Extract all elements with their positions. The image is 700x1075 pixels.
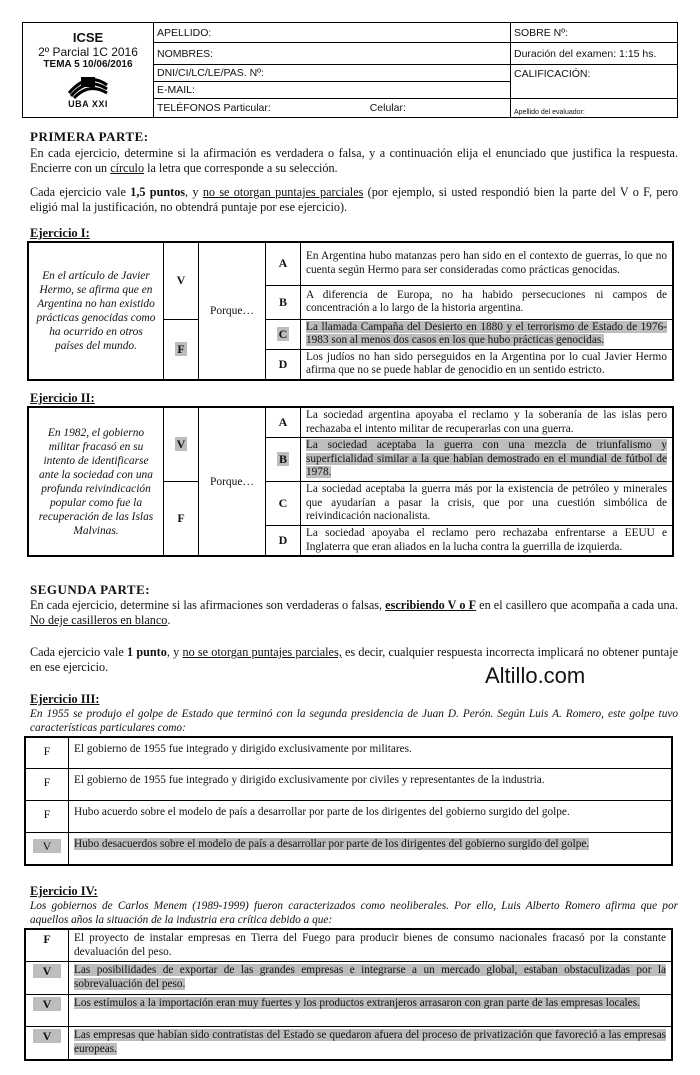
primera-parte-title: PRIMERA PARTE: xyxy=(30,129,149,144)
ejercicio-4-statement-4: Las empresas que habían sido contratistas del Estado se quedaron afuera del proceso de privatización que favoreció a las empresas europeas. xyxy=(69,1027,673,1060)
ejercicio-2-letter-d[interactable]: D xyxy=(266,526,301,557)
ejercicio-1-f-option[interactable] xyxy=(164,319,199,380)
ejercicio-1-letter-b[interactable]: B xyxy=(266,285,301,319)
sobre-field[interactable]: SOBRE Nº: xyxy=(511,23,678,43)
exam-logo-block xyxy=(23,23,154,118)
ejercicio-1-option-c: La llamada Campaña del Desierto en 1880 y el terrorismo de Estado de 1976-1983 son al menos dos casos en los que hubo prácticas genocidas. xyxy=(301,319,674,349)
segunda-parte-scoring: Cada ejercicio vale 1 punto, y no se otorgan puntajes parciales, es decir, cualquier respuesta incorrecta implicará no obtener puntaje en ese ejercicio. xyxy=(30,645,678,674)
ejercicio-2-letter-c[interactable]: C xyxy=(266,482,301,526)
ejercicio-1-option-d: Los judíos no han sido perseguidos en la Argentina por lo cual Javier Hermo afirma que no se puede hablar de genocidio en un sentido estricto. xyxy=(301,349,674,380)
ejercicio-3-answer-4[interactable]: V xyxy=(25,832,69,865)
calificacion-field[interactable]: CALIFICACIÓN: xyxy=(511,65,678,99)
ejercicio-4-statement-1: El proyecto de instalar empresas en Tierra del Fuego para producir bienes de consumo nacionales fracasó por la constante devaluación del peso. xyxy=(69,929,673,962)
ejercicio-4-answer-4[interactable]: V xyxy=(25,1027,69,1060)
telefonos-field[interactable] xyxy=(154,99,511,118)
ejercicio-2-option-b: La sociedad aceptaba la guerra con una mezcla de triunfalismo y superficialidad similar a la que habían demostrado en el mundial de fútbol de 1978. xyxy=(301,438,674,482)
ejercicio-3-answer-1[interactable]: F xyxy=(25,737,69,768)
email-field[interactable]: E-MAIL: xyxy=(154,82,511,99)
ejercicio-2-option-a: La sociedad argentina apoyaba el reclamo y la soberanía de las islas pero rechazaba el intento militar de recuperarlas con una guerra. xyxy=(301,407,674,438)
ejercicio-2-v-option[interactable] xyxy=(164,407,199,482)
exam-header xyxy=(22,22,678,118)
ejercicio-2-porque: Porque… xyxy=(199,407,266,556)
dni-field[interactable]: DNI/CI/LC/LE/PAS. Nº: xyxy=(154,65,511,82)
segunda-parte-title: SEGUNDA PARTE: xyxy=(30,582,151,597)
ejercicio-4-statement-3: Los estímulos a la importación eran muy fuertes y los productos extranjeros arrasaron con gran parte de las empresas locales. xyxy=(69,995,673,1027)
ejercicio-2-table xyxy=(27,406,674,557)
ejercicio-4-answer-2[interactable]: V xyxy=(25,962,69,995)
uba-logo-icon xyxy=(63,73,113,99)
tema-date: TEMA 5 10/06/2016 xyxy=(43,59,133,71)
ejercicio-2-option-d: La sociedad apoyaba el reclamo pero rechazaba enfrentarse a EEUU e Inglaterra que eran aliados en la lucha contra la guerrilla de izquierda. xyxy=(301,526,674,557)
ejercicio-1-option-a: En Argentina hubo matanzas pero han sido en el contexto de guerras, lo que no cuenta según Hermo para ser consideradas como prácticas genocidas. xyxy=(301,242,674,285)
ejercicio-3-statement-3: Hubo acuerdo sobre el modelo de país a desarrollar por parte de los dirigentes del gobierno surgido del golpe. xyxy=(69,800,673,832)
ejercicio-2-f-option[interactable]: F xyxy=(164,482,199,557)
ejercicio-1-f-selected: F xyxy=(177,341,185,356)
ejercicio-3-table xyxy=(24,736,673,866)
ejercicio-4-answer-3[interactable]: V xyxy=(25,995,69,1027)
ejercicio-1-letter-d[interactable]: D xyxy=(266,349,301,380)
telefono-particular-label: TELÉFONOS Particular: xyxy=(157,102,271,114)
ejercicio-3-statement-4: Hubo desacuerdos sobre el modelo de país a desarrollar por parte de los dirigentes del gobierno surgido del golpe. xyxy=(69,832,673,865)
logo-text: UBA XXI xyxy=(68,98,108,109)
celular-label: Celular: xyxy=(369,102,406,114)
ejercicio-1-letter-a[interactable]: A xyxy=(266,242,301,285)
evaluador-field[interactable]: Apellido del evaluador: xyxy=(511,99,678,118)
primera-parte-instructions: En cada ejercicio, determine si la afirmación es verdadera o falsa, y a continuación elija el enunciado que justifica la respuesta. Encierre con un círculo la letra que corresponde a su selección. xyxy=(30,146,678,175)
apellido-field[interactable]: APELLIDO: xyxy=(154,23,511,43)
ejercicio-2-title: Ejercicio II: xyxy=(30,391,95,405)
ejercicio-2-option-c: La sociedad aceptaba la guerra más por la existencia de petróleo y minerales que ayudarían a pasar la crisis, que por una cuestión simbólica de reivindicación nacionalista. xyxy=(301,482,674,526)
ejercicio-3-statement-1: El gobierno de 1955 fue integrado y dirigido exclusivamente por militares. xyxy=(69,737,673,768)
segunda-parte-instructions: En cada ejercicio, determine si las afirmaciones son verdaderas o falsas, escribiendo V o F en el casillero que acompaña a cada una. No deje casilleros en blanco. xyxy=(30,598,678,627)
ejercicio-1-v-option[interactable]: V xyxy=(164,242,199,319)
institution: ICSE xyxy=(72,29,104,45)
ejercicio-1-statement: En el artículo de Javier Hermo, se afirma que en Argentina no han existido prácticas genocidas como ha ocurrido en otros países del mundo. xyxy=(28,242,164,380)
ejercicio-2-letter-b[interactable]: B xyxy=(266,438,301,482)
ejercicio-4-intro: Los gobiernos de Carlos Menem (1989-1999) fueron caracterizados como neoliberales. Por ello, Luis Alberto Romero afirma que por aquellos años la situación de la industria era crítica debido a que: xyxy=(30,900,678,926)
ejercicio-4-statement-2: Las posibilidades de exportar de las grandes empresas e integrarse a un mercado global, estaban obstaculizadas por la sobrevaluación del peso. xyxy=(69,962,673,995)
primera-parte-scoring: Cada ejercicio vale 1,5 puntos, y no se otorgan puntajes parciales (por ejemplo, si usted respondió bien la parte del V o F, pero eligió mal la justificación, no obtendrá puntaje por ese ejercicio). xyxy=(30,185,678,214)
ejercicio-1-option-b: A diferencia de Europa, no ha habido persecuciones ni campos de concentración a lo largo de la historia argentina. xyxy=(301,285,674,319)
ejercicio-2-v-selected: V xyxy=(176,437,186,451)
ejercicio-4-title: Ejercicio IV: xyxy=(30,884,98,898)
ejercicio-4-table xyxy=(24,928,673,1061)
ejercicio-3-answer-2[interactable]: F xyxy=(25,768,69,800)
ejercicio-1-porque: Porque… xyxy=(199,242,266,380)
altillo-watermark: Altillo.com xyxy=(485,663,586,688)
ejercicio-2-letter-a[interactable]: A xyxy=(266,407,301,438)
nombres-field[interactable]: NOMBRES: xyxy=(154,43,511,65)
ejercicio-1-letter-c[interactable]: C xyxy=(266,319,301,349)
ejercicio-3-answer-3[interactable]: F xyxy=(25,800,69,832)
exam-name: 2º Parcial 1C 2016 xyxy=(38,44,138,59)
duracion-label: Duración del examen: 1:15 hs. xyxy=(511,43,678,65)
ejercicio-3-intro: En 1955 se produjo el golpe de Estado que terminó con la segunda presidencia de Juan D. Perón. Según Luis A. Romero, este golpe tuvo características particulares como: xyxy=(30,708,678,734)
ejercicio-3-title: Ejercicio III: xyxy=(30,692,100,706)
ejercicio-3-statement-2: El gobierno de 1955 fue integrado y dirigido exclusivamente por civiles y representantes de la industria. xyxy=(69,768,673,800)
ejercicio-1-title: Ejercicio I: xyxy=(30,226,90,240)
ejercicio-4-answer-1[interactable]: F xyxy=(25,929,69,962)
ejercicio-1-table xyxy=(27,241,674,381)
ejercicio-2-statement: En 1982, el gobierno militar fracasó en su intento de identificarse ante la sociedad con una profunda reivindicación popular como fue la recuperación de las Islas Malvinas. xyxy=(28,407,164,556)
